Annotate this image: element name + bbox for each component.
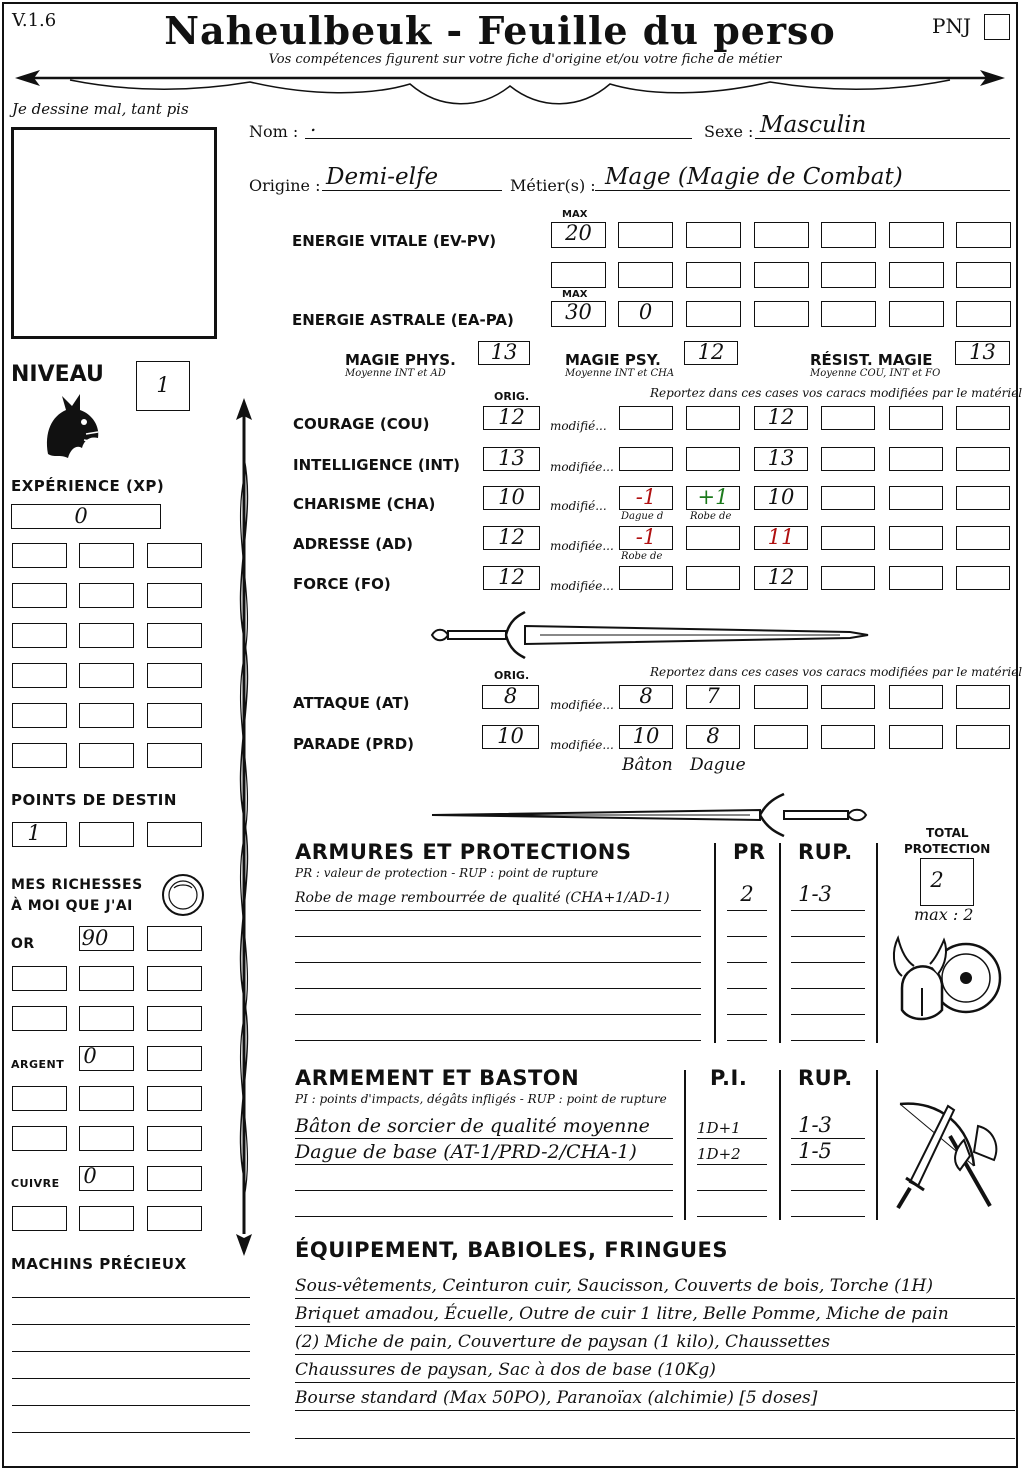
armures-divider xyxy=(876,843,878,1043)
cuivre-label: CUIVRE xyxy=(11,1177,60,1190)
armure-rup-line[interactable] xyxy=(791,914,865,937)
parade-mod-label: modifiée... xyxy=(550,738,614,752)
caracs-orig-label: ORIG. xyxy=(494,390,530,403)
niveau-label: NIVEAU xyxy=(11,362,104,387)
armure-pr: 2 xyxy=(740,882,754,906)
ev-box[interactable] xyxy=(889,262,944,288)
total-protection-value: 2 xyxy=(930,868,944,892)
combat-orig-label: ORIG. xyxy=(494,669,530,682)
xp-box[interactable] xyxy=(147,703,202,728)
dragon-head-icon xyxy=(40,392,104,464)
carac-mod-box-value: 11 xyxy=(767,525,795,549)
ev-label: ENERGIE VITALE (EV-PV) xyxy=(292,232,497,250)
parade-box[interactable] xyxy=(754,725,808,749)
richesses-box[interactable] xyxy=(12,1126,67,1151)
ev-box[interactable] xyxy=(618,222,673,248)
armement-title: ARMEMENT ET BASTON xyxy=(295,1066,580,1090)
richesses-label-1: MES RICHESSES xyxy=(11,877,143,893)
magie-psy-label: MAGIE PSY. xyxy=(565,351,661,369)
ev-box[interactable] xyxy=(821,222,876,248)
richesses-box[interactable] xyxy=(79,1006,134,1031)
armement-rup-label: RUP. xyxy=(798,1066,853,1090)
xp-box[interactable] xyxy=(12,623,67,648)
armure-pr-line[interactable] xyxy=(727,966,767,989)
carac-mod-box[interactable] xyxy=(686,447,740,471)
ea-box[interactable] xyxy=(956,301,1011,327)
carac-mod-box[interactable] xyxy=(889,486,943,510)
xp-box[interactable] xyxy=(147,583,202,608)
armures-pr-label: PR xyxy=(733,840,766,864)
ev-box[interactable] xyxy=(754,222,809,248)
armure-name: Robe de mage rembourrée de qualité (CHA+1/AD-1) xyxy=(295,890,670,906)
carac-mod-box[interactable] xyxy=(821,447,875,471)
ev-box[interactable] xyxy=(551,262,606,288)
magie-psy-value: 12 xyxy=(697,340,725,364)
attaque-orig-value: 8 xyxy=(503,684,518,708)
destin-value: 1 xyxy=(27,821,41,845)
combat-report-note: Reportez dans ces cases vos caracs modifiées par le matériel xyxy=(650,665,1023,679)
armement-divider xyxy=(876,1070,878,1220)
magie-phys-label: MAGIE PHYS. xyxy=(345,351,456,369)
xp-box[interactable] xyxy=(12,583,67,608)
nom-value: . xyxy=(310,112,317,136)
richesses-box[interactable] xyxy=(147,926,202,951)
total-protection-label-2: PROTECTION xyxy=(904,842,991,856)
attaque-box-value: 7 xyxy=(706,684,720,708)
richesses-box[interactable] xyxy=(147,1086,202,1111)
parade-box[interactable] xyxy=(889,725,943,749)
niveau-value: 1 xyxy=(156,373,170,397)
armure-pr-line[interactable] xyxy=(727,914,767,937)
sheet-title: Naheulbeuk - Feuille du perso xyxy=(164,8,836,53)
caracs-report-note: Reportez dans ces cases vos caracs modifiées par le matériel xyxy=(650,386,1023,400)
weapon2-label: Dague xyxy=(690,755,746,775)
nom-field[interactable] xyxy=(305,116,692,139)
parade-label: PARADE (PRD) xyxy=(293,735,415,753)
or-value: 90 xyxy=(81,926,109,950)
arme-pi: 1D+2 xyxy=(697,1145,741,1163)
equipement-title: ÉQUIPEMENT, BABIOLES, FRINGUES xyxy=(295,1238,728,1262)
resist-magie-label: RÉSIST. MAGIE xyxy=(810,351,933,369)
pnj-checkbox-icon[interactable] xyxy=(984,14,1010,40)
armures-divider xyxy=(779,843,781,1043)
ea-box[interactable] xyxy=(754,301,809,327)
parade-box-value: 10 xyxy=(632,724,660,748)
carac-mod-box[interactable] xyxy=(619,447,673,471)
carac-mod-box[interactable] xyxy=(619,406,673,430)
xp-box[interactable] xyxy=(147,543,202,568)
sword-icon xyxy=(430,790,870,840)
carac-mod-box[interactable] xyxy=(821,566,875,590)
carac-label: ADRESSE (AD) xyxy=(293,535,414,553)
portrait-box[interactable] xyxy=(11,127,217,339)
attaque-box[interactable] xyxy=(889,685,943,709)
armure-rup: 1-3 xyxy=(798,882,832,906)
metier-label: Métier(s) : xyxy=(510,176,596,195)
armure-pr-line[interactable] xyxy=(727,992,767,1015)
armures-note: PR : valeur de protection - RUP : point de rupture xyxy=(295,866,599,880)
carac-mod-box[interactable] xyxy=(686,566,740,590)
carac-mod-box[interactable] xyxy=(956,486,1010,510)
or-label: OR xyxy=(11,936,35,952)
total-protection-label-1: TOTAL xyxy=(926,826,969,840)
armement-pi-label: P.I. xyxy=(710,1066,748,1090)
equipement-line[interactable]: Chaussures de paysan, Sac à dos de base (10Kg) xyxy=(295,1358,1015,1383)
armure-name-line[interactable] xyxy=(295,1018,701,1041)
carac-orig-box-value: 10 xyxy=(498,485,525,509)
carac-mod-note: Robe de xyxy=(621,551,663,562)
origine-value: Demi-elfe xyxy=(326,164,439,190)
ev-box[interactable] xyxy=(956,222,1011,248)
magie-phys-note: Moyenne INT et AD xyxy=(345,368,446,379)
origine-label: Origine : xyxy=(249,176,321,195)
richesses-box[interactable] xyxy=(12,1086,67,1111)
carac-mod-box[interactable] xyxy=(686,526,740,550)
magie-phys-value: 13 xyxy=(490,340,518,364)
spear-icon xyxy=(228,398,260,1256)
version-label: V.1.6 xyxy=(12,10,57,31)
richesses-box[interactable] xyxy=(12,1006,67,1031)
machins-line[interactable] xyxy=(12,1431,250,1433)
arme-pi-line[interactable] xyxy=(697,1166,767,1191)
carac-orig-box-value: 12 xyxy=(498,405,525,429)
machins-label: MACHINS PRÉCIEUX xyxy=(11,1255,187,1273)
carac-mod-label: modifiée... xyxy=(550,460,614,474)
armure-rup-line[interactable] xyxy=(791,966,865,989)
argent-label: ARGENT xyxy=(11,1058,65,1071)
armement-divider xyxy=(684,1070,686,1220)
richesses-box[interactable] xyxy=(12,966,67,991)
xp-value: 0 xyxy=(74,504,88,528)
ev-max-box-value: 20 xyxy=(565,221,592,245)
carac-mod-box-value: -1 xyxy=(635,525,657,549)
carac-label: CHARISME (CHA) xyxy=(293,495,436,513)
attaque-mod-label: modifiée... xyxy=(550,698,614,712)
machins-line[interactable] xyxy=(12,1350,250,1352)
machins-line[interactable] xyxy=(12,1377,250,1379)
carac-mod-box[interactable] xyxy=(821,526,875,550)
xp-box[interactable] xyxy=(147,623,202,648)
xp-box[interactable] xyxy=(79,543,134,568)
carac-mod-box[interactable] xyxy=(889,566,943,590)
carac-mod-box-value: 10 xyxy=(767,485,795,509)
coin-icon xyxy=(160,872,206,918)
equipement-line[interactable] xyxy=(295,1442,1015,1467)
destin-box[interactable] xyxy=(79,822,134,847)
arme-name-line[interactable] xyxy=(295,1192,673,1217)
armures-rup-label: RUP. xyxy=(798,840,853,864)
xp-label: EXPÉRIENCE (XP) xyxy=(11,477,165,495)
cuivre-value: 0 xyxy=(83,1164,97,1188)
xp-box[interactable] xyxy=(147,743,202,768)
richesses-box[interactable] xyxy=(147,1006,202,1031)
xp-box[interactable] xyxy=(79,623,134,648)
pnj-label: PNJ xyxy=(932,14,971,38)
arme-rup: 1-3 xyxy=(798,1113,832,1137)
carac-mod-box[interactable] xyxy=(619,566,673,590)
machins-line[interactable] xyxy=(12,1323,250,1325)
richesses-box[interactable] xyxy=(147,1126,202,1151)
xp-box[interactable] xyxy=(147,663,202,688)
armure-rup-line[interactable] xyxy=(791,992,865,1015)
ev-box[interactable] xyxy=(889,222,944,248)
carac-mod-box[interactable] xyxy=(956,526,1010,550)
ev-box[interactable] xyxy=(956,262,1011,288)
arme-name: Dague de base (AT-1/PRD-2/CHA-1) xyxy=(295,1141,637,1163)
attaque-box[interactable] xyxy=(821,685,875,709)
xp-box[interactable] xyxy=(79,663,134,688)
carac-mod-note: Dague d xyxy=(621,511,664,522)
carac-mod-box-value: 12 xyxy=(767,565,795,589)
equipement-line[interactable]: Sous-vêtements, Ceinturon cuir, Saucisson, Couverts de bois, Torche (1H) xyxy=(295,1274,1015,1299)
parade-box-value: 8 xyxy=(706,724,720,748)
richesses-box[interactable] xyxy=(79,1126,134,1151)
xp-box[interactable] xyxy=(79,583,134,608)
ea-box[interactable] xyxy=(686,301,741,327)
total-protection-max: max : 2 xyxy=(914,905,974,924)
carac-mod-box[interactable] xyxy=(956,447,1010,471)
carac-mod-box-value: -1 xyxy=(635,485,657,509)
sexe-label: Sexe : xyxy=(704,122,754,141)
arme-name-line[interactable] xyxy=(295,1166,673,1191)
ea-box[interactable] xyxy=(889,301,944,327)
carac-orig-box-value: 12 xyxy=(498,565,525,589)
xp-box[interactable] xyxy=(12,743,67,768)
ea-label: ENERGIE ASTRALE (EA-PA) xyxy=(292,311,514,329)
armement-note: PI : points d'impacts, dégâts infligés - RUP : point de rupture xyxy=(295,1092,667,1106)
portrait-caption: Je dessine mal, tant pis xyxy=(12,100,189,118)
arme-pi-line[interactable] xyxy=(697,1192,767,1217)
armure-rup-line[interactable] xyxy=(791,940,865,963)
parade-orig-value: 10 xyxy=(497,724,524,748)
argent-value: 0 xyxy=(83,1044,97,1068)
carac-label: INTELLIGENCE (INT) xyxy=(293,456,460,474)
richesses-box[interactable] xyxy=(147,1046,202,1071)
resist-magie-note: Moyenne COU, INT et FO xyxy=(810,368,941,379)
armure-pr-line[interactable] xyxy=(727,1018,767,1041)
ea-box[interactable] xyxy=(821,301,876,327)
equipement-line[interactable]: (2) Miche de pain, Couverture de paysan (1 kilo), Chaussettes xyxy=(295,1330,1015,1355)
richesses-box[interactable] xyxy=(79,1086,134,1111)
destin-label: POINTS DE DESTIN xyxy=(11,791,177,809)
equipement-line[interactable]: Briquet amadou, Écuelle, Outre de cuir 1 litre, Belle Pomme, Miche de pain xyxy=(295,1302,1015,1327)
armement-divider xyxy=(779,1070,781,1220)
parade-box[interactable] xyxy=(821,725,875,749)
richesses-label-2: À MOI QUE J'AI xyxy=(11,898,133,914)
ea-max-box-value: 30 xyxy=(565,300,592,324)
carac-mod-label: modifié... xyxy=(550,499,607,513)
armure-name-line[interactable] xyxy=(295,992,701,1015)
ev-max-label: MAX xyxy=(562,209,588,220)
destin-box[interactable] xyxy=(147,822,202,847)
crossed-weapons-icon xyxy=(890,1096,1006,1212)
sexe-value: Masculin xyxy=(760,112,867,138)
carac-mod-label: modifié... xyxy=(550,419,607,433)
carac-mod-box[interactable] xyxy=(956,566,1010,590)
resist-magie-value: 13 xyxy=(969,340,996,364)
weapon1-label: Bâton xyxy=(622,755,673,775)
nom-label: Nom : xyxy=(249,122,299,141)
carac-mod-note: Robe de xyxy=(690,511,732,522)
xp-box[interactable] xyxy=(79,743,134,768)
carac-label: COURAGE (COU) xyxy=(293,415,430,433)
metier-value: Mage (Magie de Combat) xyxy=(605,164,903,190)
sheet-subtitle: Vos compétences figurent sur votre fiche d'origine et/ou votre fiche de métier xyxy=(268,52,782,67)
viking-helmet-shield-icon xyxy=(888,928,1006,1026)
carac-mod-label: modifiée... xyxy=(550,579,614,593)
carac-mod-box[interactable] xyxy=(686,406,740,430)
carac-mod-box[interactable] xyxy=(821,486,875,510)
carac-mod-box[interactable] xyxy=(889,447,943,471)
ea-current-box-value: 0 xyxy=(638,300,653,324)
armures-divider xyxy=(714,843,716,1043)
attaque-label: ATTAQUE (AT) xyxy=(293,694,410,712)
richesses-box[interactable] xyxy=(147,1166,202,1191)
carac-mod-box[interactable] xyxy=(889,406,943,430)
carac-mod-box[interactable] xyxy=(889,526,943,550)
richesses-box[interactable] xyxy=(147,966,202,991)
ev-box[interactable] xyxy=(821,262,876,288)
ev-box[interactable] xyxy=(618,262,673,288)
machins-line[interactable] xyxy=(12,1404,250,1406)
arme-pi: 1D+1 xyxy=(697,1119,741,1137)
richesses-box[interactable] xyxy=(79,1206,134,1231)
arme-rup-line[interactable] xyxy=(791,1166,865,1191)
ev-box[interactable] xyxy=(686,222,741,248)
richesses-box[interactable] xyxy=(12,1206,67,1231)
magie-psy-note: Moyenne INT et CHA xyxy=(565,368,675,379)
arme-rup-line[interactable] xyxy=(791,1192,865,1217)
armure-rup-line[interactable] xyxy=(791,1018,865,1041)
richesses-box[interactable] xyxy=(79,966,134,991)
armure-name-line[interactable] xyxy=(295,940,701,963)
ea-max-label: MAX xyxy=(562,289,588,300)
carac-label: FORCE (FO) xyxy=(293,575,391,593)
carac-mod-box[interactable] xyxy=(956,406,1010,430)
carac-mod-box-value: +1 xyxy=(697,485,729,509)
xp-box[interactable] xyxy=(12,663,67,688)
arme-rup: 1-5 xyxy=(798,1139,832,1163)
armures-title: ARMURES ET PROTECTIONS xyxy=(295,840,632,864)
machins-line[interactable] xyxy=(12,1296,250,1298)
richesses-box[interactable] xyxy=(147,1206,202,1231)
xp-box[interactable] xyxy=(79,703,134,728)
attaque-box-value: 8 xyxy=(639,684,653,708)
carac-orig-box-value: 12 xyxy=(498,525,525,549)
carac-mod-label: modifiée... xyxy=(550,539,614,553)
carac-mod-box[interactable] xyxy=(821,406,875,430)
armure-name-line[interactable] xyxy=(295,914,701,937)
attaque-box[interactable] xyxy=(754,685,808,709)
equipement-line[interactable] xyxy=(295,1414,1015,1439)
xp-box[interactable] xyxy=(12,703,67,728)
armure-pr-line[interactable] xyxy=(727,940,767,963)
attaque-box[interactable] xyxy=(956,685,1010,709)
parade-box[interactable] xyxy=(956,725,1010,749)
carac-mod-box-value: 13 xyxy=(767,446,795,470)
sword-icon xyxy=(430,610,870,660)
carac-orig-box-value: 13 xyxy=(498,446,525,470)
xp-box[interactable] xyxy=(12,543,67,568)
ev-box[interactable] xyxy=(686,262,741,288)
equipement-line[interactable]: Bourse standard (Max 50PO), Paranoïax (alchimie) [5 doses] xyxy=(295,1386,1015,1411)
arme-name: Bâton de sorcier de qualité moyenne xyxy=(295,1115,650,1137)
ev-box[interactable] xyxy=(754,262,809,288)
armure-name-line[interactable] xyxy=(295,966,701,989)
carac-mod-box-value: 12 xyxy=(767,405,795,429)
